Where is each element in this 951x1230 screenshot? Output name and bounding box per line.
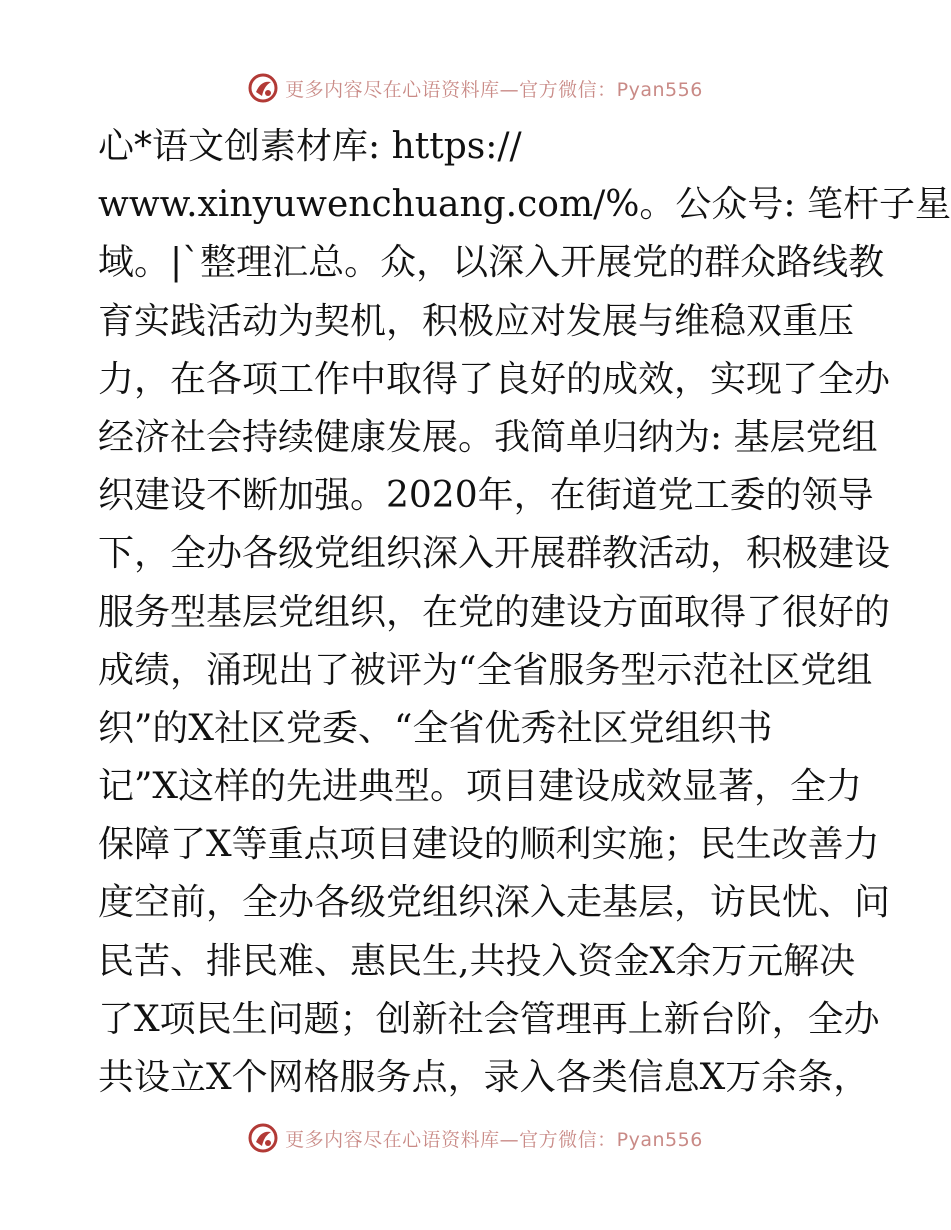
body-line: www.xinyuwenchuang.com/%。公众号: 笔杆子星: [98, 184, 951, 226]
body-line: 育实践活动为契机，积极应对发展与维稳双重压: [98, 300, 855, 342]
header-banner: [0, 72, 950, 104]
red-swirl-logo-icon: [247, 72, 279, 104]
document-body: [98, 118, 951, 1107]
body-line: 保障了X等重点项目建设的顺利实施；民生改善力: [98, 824, 880, 866]
body-line: 心*语文创素材库: https://: [98, 126, 522, 167]
body-line: 织”的X社区党委、“全省优秀社区党组织书: [98, 707, 773, 749]
body-line: 经济社会持续健康发展。我简单归纳为: 基层党组: [98, 416, 878, 458]
body-line: 力，在各项工作中取得了良好的成效，实现了全办: [98, 358, 891, 400]
footer-banner: [0, 1122, 950, 1154]
body-line: 域。|`整理汇总。众，以深入开展党的群众路线教: [98, 242, 885, 284]
body-line: 民苦、排民难、惠民生,共投入资金X余万元解决: [98, 940, 856, 982]
body-line: 度空前，全办各级党组织深入走基层，访民忧、问: [98, 882, 891, 924]
footer-text: 更多内容尽在心语资料库—官方微信：Pyan556: [285, 1128, 703, 1151]
body-line: 记”X这样的先进典型。项目建设成效显著，全力: [98, 766, 863, 808]
red-swirl-logo-icon: [247, 1122, 279, 1154]
body-line: 服务型基层党组织，在党的建设方面取得了很好的: [98, 591, 891, 633]
body-line: 了X项民生问题；创新社会管理再上新台阶，全办: [98, 998, 880, 1040]
body-line: 织建设不断加强。2020年，在街道党工委的领导: [98, 475, 874, 517]
body-line: 共设立X个网格服务点，录入各类信息X万余条，: [98, 1057, 870, 1098]
body-line: 成绩，涌现出了被评为“全省服务型示范社区党组: [98, 649, 873, 691]
header-text: 更多内容尽在心语资料库—官方微信：Pyan556: [285, 78, 703, 101]
body-line: 下，全办各级党组织深入开展群教活动，积极建设: [98, 533, 891, 575]
